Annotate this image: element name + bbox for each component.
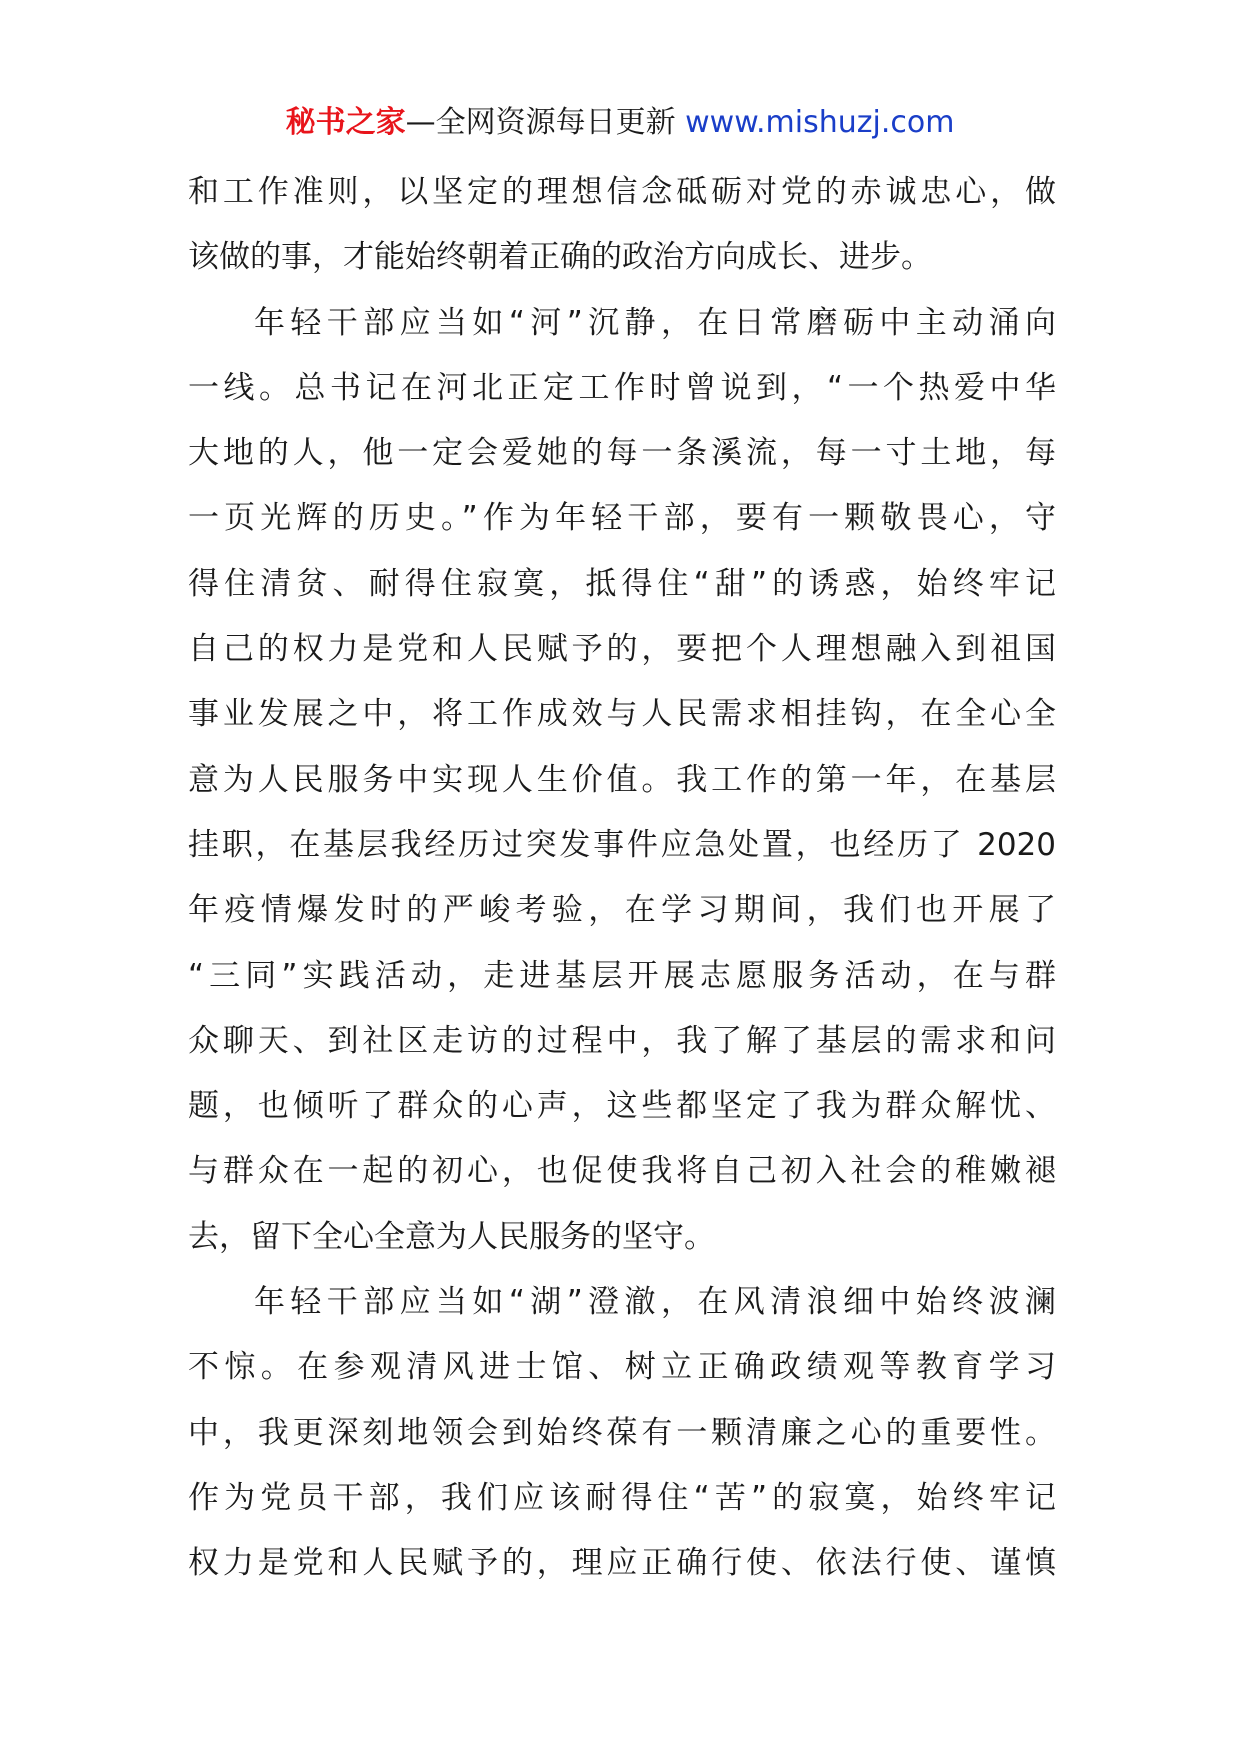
text-line: 一线。总书记在河北正定工作时曾说到，“一个热爱中华 — [188, 369, 1056, 406]
text-line: 作为党员干部，我们应该耐得住“苦”的寂寞，始终牢记 — [188, 1479, 1056, 1516]
text-line: 自己的权力是党和人民赋予的，要把个人理想融入到祖国 — [188, 631, 1056, 668]
text-line: 该做的事，才能始终朝着正确的政治方向成长、进步。 — [188, 239, 932, 276]
watermark-header — [0, 100, 1240, 146]
text-line: 得住清贫、耐得住寂寞，抵得住“甜”的诱惑，始终牢记 — [188, 565, 1056, 602]
text-line: 去，留下全心全意为人民服务的坚守。 — [188, 1218, 715, 1255]
text-line: 众聊天、到社区走访的过程中，我了解了基层的需求和问 — [188, 1022, 1056, 1059]
text-line: 和工作准则，以坚定的理想信念砥砺对党的赤诚忠心，做 — [188, 174, 1056, 210]
text-line: 一页光辉的历史。”作为年轻干部，要有一颗敬畏心，守 — [188, 500, 1056, 537]
text-line: “三同”实践活动，走进基层开展志愿服务活动，在与群 — [188, 957, 1056, 994]
text-line: 年疫情爆发时的严峻考验，在学习期间，我们也开展了 — [188, 892, 1056, 929]
site-tagline: —全网资源每日更新 — [405, 105, 676, 140]
text-line: 与群众在一起的初心，也促使我将自己初入社会的稚嫩褪 — [188, 1153, 1056, 1190]
text-line: 权力是党和人民赋予的，理应正确行使、依法行使、谨慎 — [188, 1545, 1056, 1582]
site-url[interactable]: www.mishuzj.com — [685, 105, 955, 140]
text-line: 事业发展之中，将工作成效与人民需求相挂钩，在全心全 — [188, 696, 1056, 733]
document-body — [188, 160, 1056, 1597]
paragraph-start-line: 年轻干部应当如“河”沉静，在日常磨砺中主动涌向 — [254, 304, 1056, 341]
text-line: 题，也倾听了群众的心声，这些都坚定了我为群众解忧、 — [188, 1088, 1056, 1125]
text-line: 中，我更深刻地领会到始终葆有一颗清廉之心的重要性。 — [188, 1414, 1056, 1451]
text-line: 大地的人，他一定会爱她的每一条溪流，每一寸土地，每 — [188, 435, 1056, 472]
site-brand: 秘书之家 — [285, 105, 406, 140]
text-line: 意为人民服务中实现人生价值。我工作的第一年，在基层 — [188, 761, 1056, 798]
paragraph-start-line: 年轻干部应当如“湖”澄澈，在风清浪细中始终波澜 — [254, 1284, 1056, 1321]
text-line: 挂职，在基层我经历过突发事件应急处置，也经历了 2020 — [188, 826, 1056, 863]
text-line: 不惊。在参观清风进士馆、树立正确政绩观等教育学习 — [188, 1349, 1056, 1386]
